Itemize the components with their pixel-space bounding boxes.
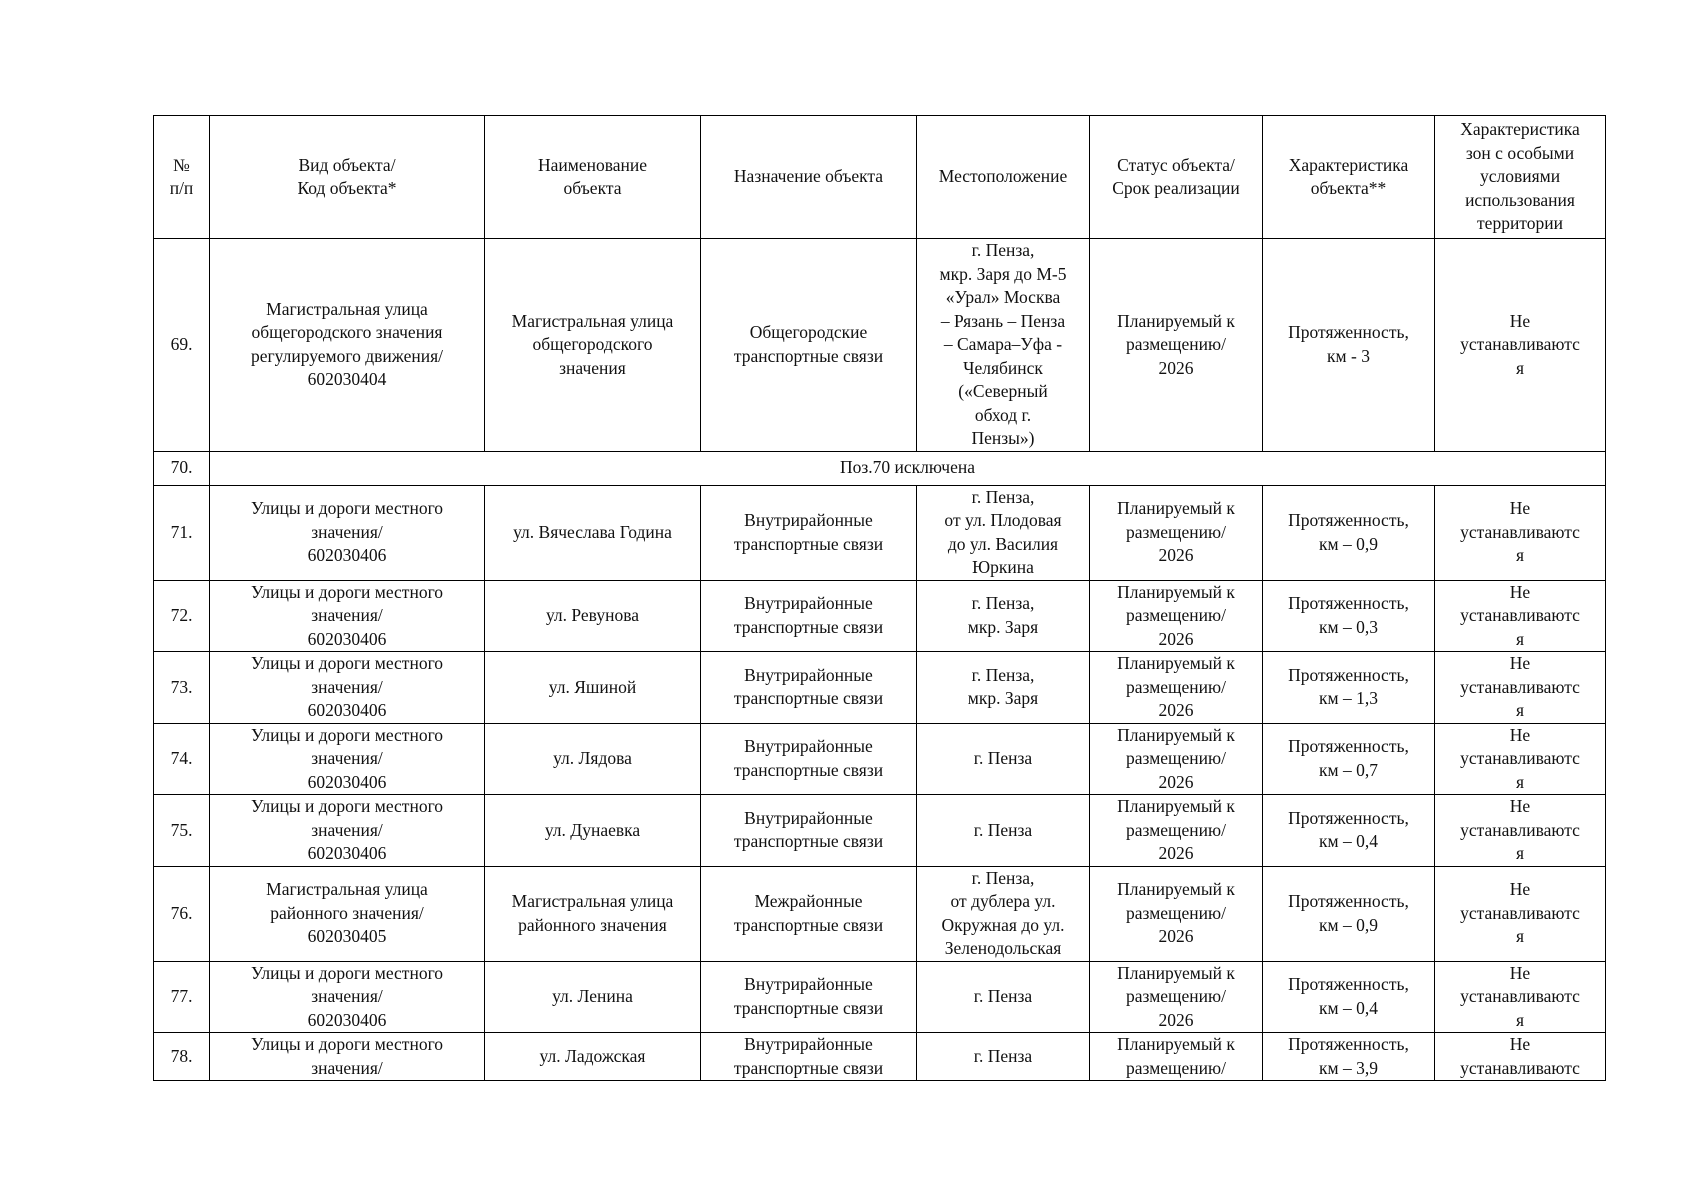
cell-status: Планируемый к размещению/ 2026 [1090,652,1263,724]
cell-characteristic: Протяженность, км – 0,3 [1263,580,1435,652]
cell-location: г. Пенза [917,1033,1090,1081]
cell-purpose: Внутрирайонные транспортные связи [701,1033,917,1081]
table-row [154,239,1606,452]
cell-num: 72. [154,580,210,652]
cell-characteristic: Протяженность, км – 0,4 [1263,795,1435,867]
cell-name: Магистральная улица общегородского значения [485,239,701,452]
cell-name: ул. Дунаевка [485,795,701,867]
header-name: Наименование объекта [485,116,701,239]
cell-purpose: Внутрирайонные транспортные связи [701,485,917,580]
table-row [154,485,1606,580]
cell-status: Планируемый к размещению/ 2026 [1090,961,1263,1033]
header-num: № п/п [154,116,210,239]
objects-table [153,115,1606,1081]
cell-type: Улицы и дороги местного значения/ 602030406 [210,795,485,867]
cell-location: г. Пенза, от дублера ул. Окружная до ул. Зеленодольская [917,866,1090,961]
cell-name: ул. Лядова [485,723,701,795]
cell-num: 77. [154,961,210,1033]
cell-status: Планируемый к размещению/ 2026 [1090,485,1263,580]
cell-location: г. Пенза [917,795,1090,867]
table-row [154,723,1606,795]
cell-purpose: Межрайонные транспортные связи [701,866,917,961]
cell-purpose: Внутрирайонные транспортные связи [701,961,917,1033]
table-row [154,866,1606,961]
cell-zones: Не устанавливаютс я [1435,961,1606,1033]
header-status: Статус объекта/ Срок реализации [1090,116,1263,239]
cell-characteristic: Протяженность, км – 0,7 [1263,723,1435,795]
cell-num: 69. [154,239,210,452]
cell-characteristic: Протяженность, км – 1,3 [1263,652,1435,724]
cell-type: Улицы и дороги местного значения/ 602030406 [210,961,485,1033]
cell-status: Планируемый к размещению/ 2026 [1090,866,1263,961]
cell-characteristic: Протяженность, км – 0,9 [1263,866,1435,961]
cell-purpose: Внутрирайонные транспортные связи [701,795,917,867]
cell-zones: Не устанавливаютс я [1435,485,1606,580]
cell-purpose: Внутрирайонные транспортные связи [701,652,917,724]
cell-location: г. Пенза, от ул. Плодовая до ул. Василия Юркина [917,485,1090,580]
cell-name: ул. Ленина [485,961,701,1033]
cell-zones: Не устанавливаютс я [1435,580,1606,652]
cell-zones: Не устанавливаютс я [1435,723,1606,795]
cell-location: г. Пенза, мкр. Заря [917,580,1090,652]
cell-name: ул. Яшиной [485,652,701,724]
cell-num: 74. [154,723,210,795]
table-row-excluded [154,451,1606,485]
table-row [154,961,1606,1033]
cell-num: 71. [154,485,210,580]
cell-status: Планируемый к размещению/ 2026 [1090,239,1263,452]
cell-type: Магистральная улица районного значения/ 602030405 [210,866,485,961]
table-row [154,652,1606,724]
table-row [154,580,1606,652]
header-zones: Характеристика зон с особыми условиями использования территории [1435,116,1606,239]
cell-type: Улицы и дороги местного значения/ 602030406 [210,485,485,580]
header-purpose: Назначение объекта [701,116,917,239]
cell-num: 70. [154,451,210,485]
cell-num: 75. [154,795,210,867]
table-row [154,1033,1606,1081]
cell-zones: Не устанавливаютс я [1435,239,1606,452]
cell-status: Планируемый к размещению/ [1090,1033,1263,1081]
table-header-row [154,116,1606,239]
header-characteristic: Характеристика объекта** [1263,116,1435,239]
cell-name: ул. Вячеслава Година [485,485,701,580]
cell-zones: Не устанавливаютс я [1435,795,1606,867]
cell-name: ул. Ревунова [485,580,701,652]
cell-type: Улицы и дороги местного значения/ 602030406 [210,580,485,652]
cell-name: ул. Ладожская [485,1033,701,1081]
cell-type: Улицы и дороги местного значения/ [210,1033,485,1081]
cell-characteristic: Протяженность, км – 3,9 [1263,1033,1435,1081]
cell-status: Планируемый к размещению/ 2026 [1090,795,1263,867]
cell-excluded-note: Поз.70 исключена [210,451,1606,485]
cell-purpose: Внутрирайонные транспортные связи [701,580,917,652]
cell-type: Улицы и дороги местного значения/ 602030406 [210,652,485,724]
header-location: Местоположение [917,116,1090,239]
cell-location: г. Пенза [917,961,1090,1033]
cell-num: 73. [154,652,210,724]
cell-zones: Не устанавливаютс [1435,1033,1606,1081]
table-row [154,795,1606,867]
cell-zones: Не устанавливаютс я [1435,866,1606,961]
cell-type: Магистральная улица общегородского значения регулируемого движения/ 602030404 [210,239,485,452]
cell-characteristic: Протяженность, км – 0,9 [1263,485,1435,580]
cell-zones: Не устанавливаютс я [1435,652,1606,724]
cell-status: Планируемый к размещению/ 2026 [1090,723,1263,795]
cell-characteristic: Протяженность, км – 0,4 [1263,961,1435,1033]
cell-purpose: Внутрирайонные транспортные связи [701,723,917,795]
cell-name: Магистральная улица районного значения [485,866,701,961]
cell-characteristic: Протяженность, км - 3 [1263,239,1435,452]
cell-location: г. Пенза, мкр. Заря [917,652,1090,724]
cell-num: 78. [154,1033,210,1081]
cell-purpose: Общегородские транспортные связи [701,239,917,452]
cell-num: 76. [154,866,210,961]
cell-type: Улицы и дороги местного значения/ 602030406 [210,723,485,795]
cell-location: г. Пенза [917,723,1090,795]
cell-status: Планируемый к размещению/ 2026 [1090,580,1263,652]
cell-location: г. Пенза, мкр. Заря до М-5 «Урал» Москва – Рязань – Пенза – Самара–Уфа - Челябинск («Северный обход г. Пензы») [917,239,1090,452]
header-type: Вид объекта/ Код объекта* [210,116,485,239]
